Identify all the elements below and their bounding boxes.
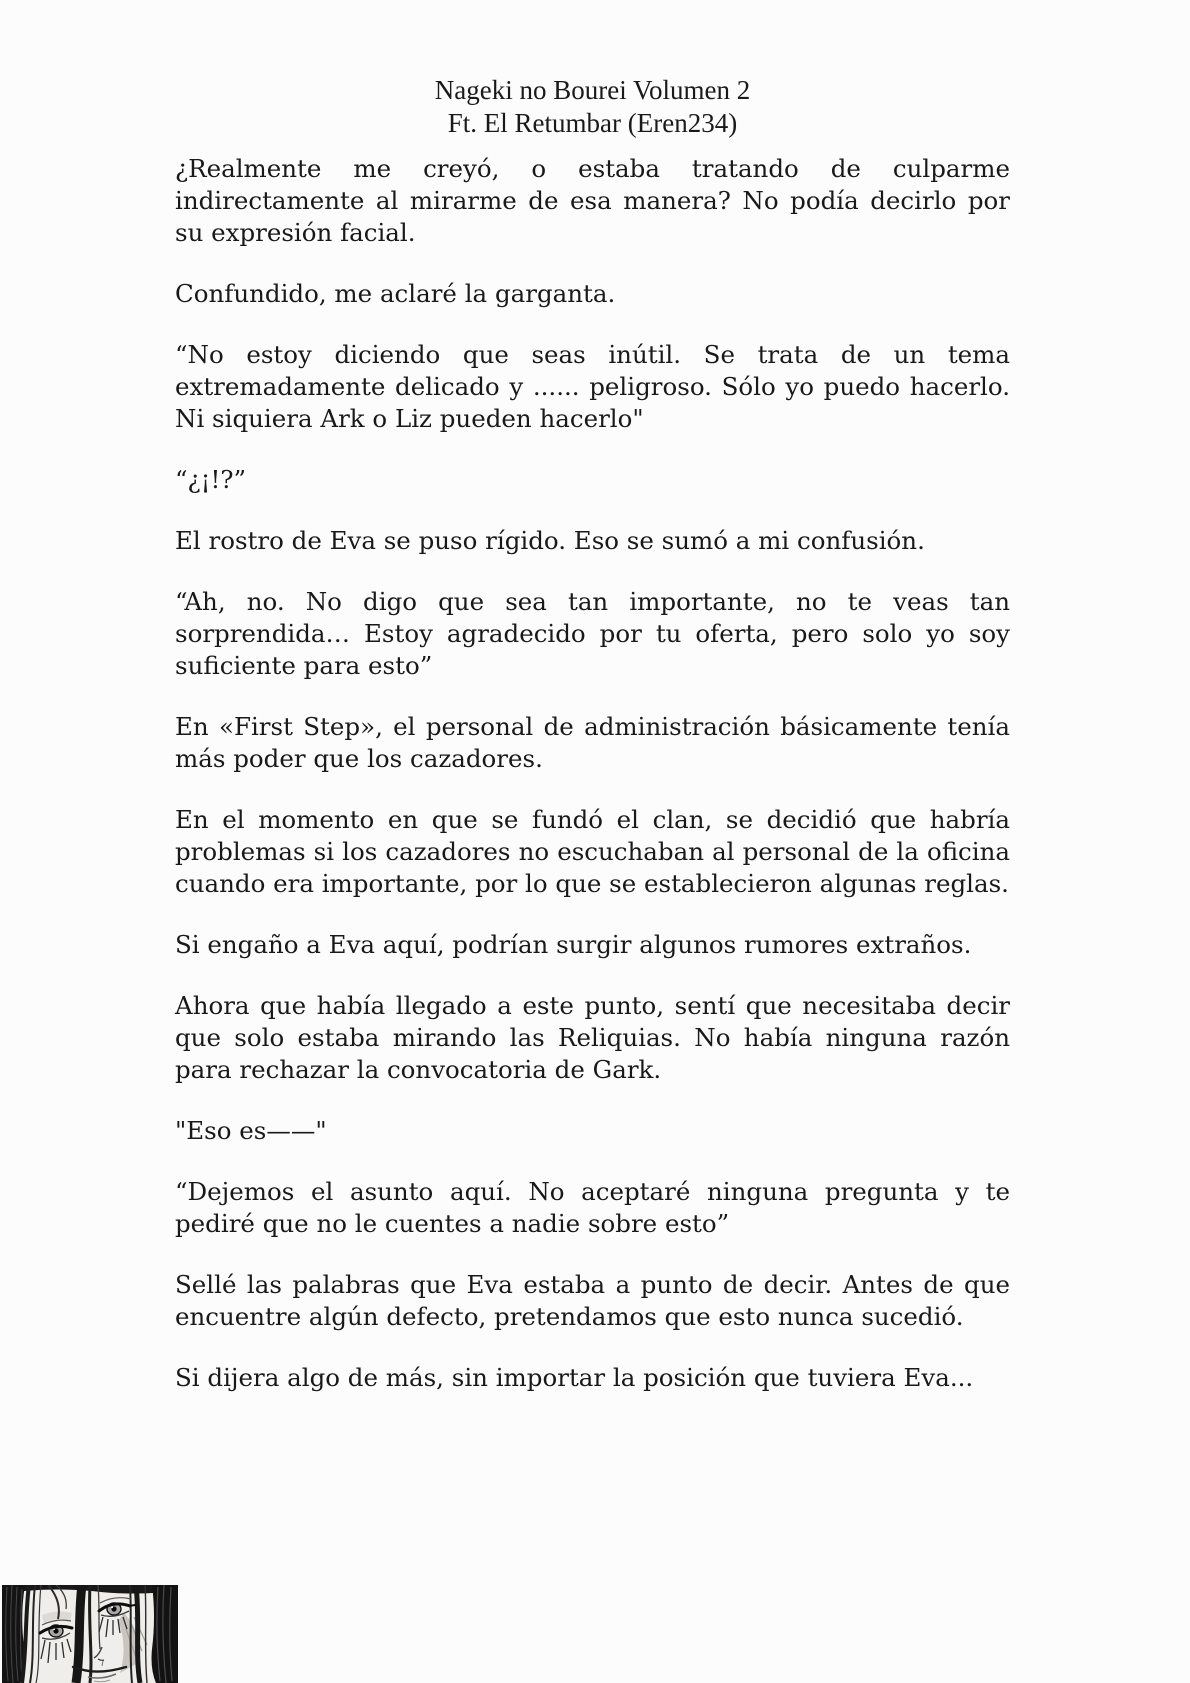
manga-face-illustration <box>2 1585 178 1683</box>
paragraph-6: “Ah, no. No digo que sea tan importante, no te veas tan sorprendida… Estoy agradecido por tu oferta, pero solo yo soy suficiente para esto” <box>175 587 1010 680</box>
paragraph-2: Confundido, me aclaré la garganta. <box>175 279 616 308</box>
paragraph-5: El rostro de Eva se puso rígido. Eso se sumó a mi confusión. <box>175 526 925 555</box>
paragraph-7: En «First Step», el personal de administración básicamente tenía más poder que los cazadores. <box>175 712 1010 773</box>
paragraph-10: Ahora que había llegado a este punto, sentí que necesitaba decir que solo estaba mirando las Reliquias. No había ninguna razón para rechazar la convocatoria de Gark. <box>175 991 1010 1084</box>
paragraph-14: Si dijera algo de más, sin importar la posición que tuviera Eva... <box>175 1363 974 1392</box>
paragraph-13: Sellé las palabras que Eva estaba a punto de decir. Antes de que encuentre algún defecto, pretendamos que esto nunca sucedió. <box>175 1270 1010 1331</box>
paragraph-1: ¿Realmente me creyó, o estaba tratando de culparme indirectamente al mirarme de esa manera? No podía decirlo por su expresión facial. <box>175 154 1010 247</box>
paragraph-8: En el momento en que se fundó el clan, se decidió que habría problemas si los cazadores no escuchaban al personal de la oficina cuando era importante, por lo que se establecieron algunas reglas. <box>175 805 1010 898</box>
title-line-2: Ft. El Retumbar (Eren234) <box>447 108 738 138</box>
paragraph-4: “¿¡!?” <box>175 465 247 494</box>
paragraph-11: "Eso es——" <box>175 1116 327 1145</box>
text-content <box>175 74 1010 1394</box>
paragraph-12: “Dejemos el asunto aquí. No aceptaré ninguna pregunta y te pediré que no le cuentes a nadie sobre esto” <box>175 1177 1010 1238</box>
paragraph-9: Si engaño a Eva aquí, podrían surgir algunos rumores extraños. <box>175 930 972 959</box>
page-title <box>175 74 1010 140</box>
paragraph-3: “No estoy diciendo que seas inútil. Se trata de un tema extremadamente delicado y ...... peligroso. Sólo yo puedo hacerlo. Ni siquiera Ark o Liz pueden hacerlo" <box>175 340 1010 433</box>
title-line-1: Nageki no Bourei Volumen 2 <box>434 75 751 105</box>
